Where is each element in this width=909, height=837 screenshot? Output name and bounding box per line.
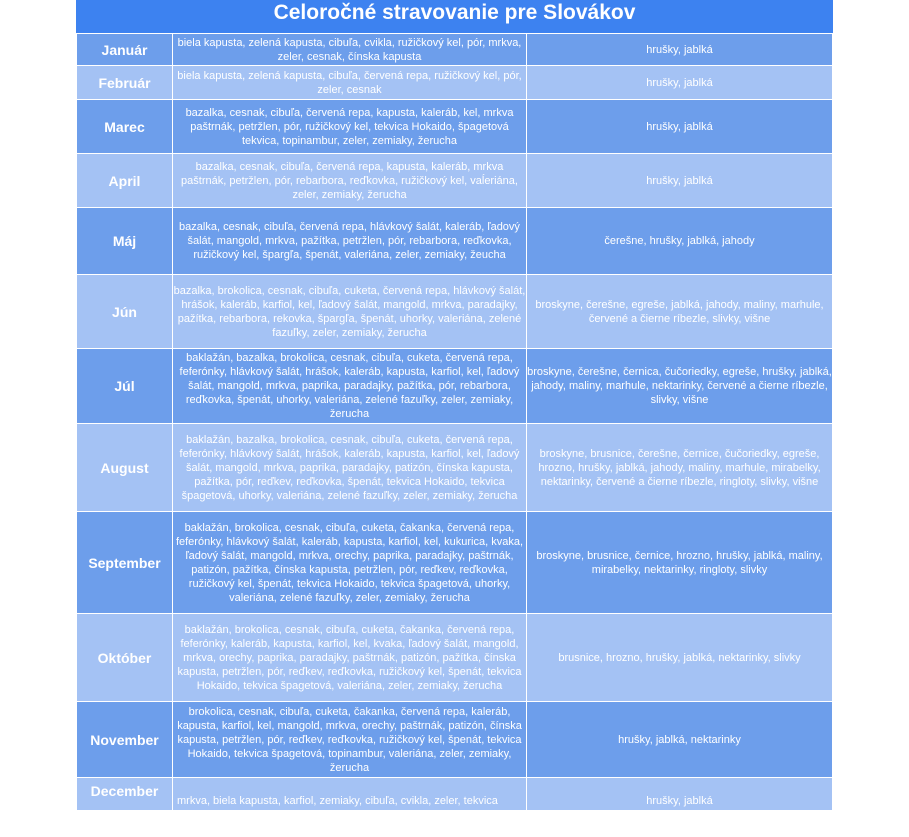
fruit-cell: broskyne, čerešne, černica, čučoriedky, egreše, hrušky, jablká, jahody, maliny, marhule, nektarinky, červené a čierne ríbezle, slivky, višne: [527, 349, 833, 424]
month-cell: Máj: [77, 208, 173, 275]
table-row: [77, 66, 833, 100]
month-cell: Január: [77, 34, 173, 66]
table-row: [77, 34, 833, 66]
vegetables-cell: baklažán, brokolica, cesnak, cibuľa, cuketa, čakanka, červená repa, feferónky, kaleráb, kapusta, karfiol, kel, kvaka, ľadový šalát, mangold, mrkva, orechy, paprika, paradajky, paštrnák, patizón, pažítka, čínska kapusta, petržlen, pór, reďkev, reďkovka, ružičkový kel, špenát, tekvica Hokaido, tekvica špagetová, valeriána, zeler, zemiaky, žerucha: [173, 614, 527, 702]
fruit-cell: hrušky, jablká: [527, 154, 833, 208]
table-row: [77, 208, 833, 275]
vegetables-cell: biela kapusta, zelená kapusta, cibuľa, červená repa, ružičkový kel, pór, zeler, cesnak: [173, 66, 527, 100]
vegetables-cell: baklažán, brokolica, cesnak, cibuľa, cuketa, čakanka, červená repa, feferónky, hlávkový šalát, kaleráb, kapusta, karfiol, kel, kukurica, kvaka, ľadový šalát, mangold, mrkva, orechy, paprika, paradajky, paštrnák, patizón, pažítka, čínska kapusta, petržlen, pór, reďkev, reďkovka, ružičkový kel, špenát, tekvica Hokaido, tekvica špagetová, uhorky, valeriána, zelené fazuľky, zeler, zemiaky, žerucha: [173, 512, 527, 614]
month-cell: Február: [77, 66, 173, 100]
table-row: [77, 702, 833, 778]
month-cell: Október: [77, 614, 173, 702]
month-cell: Júl: [77, 349, 173, 424]
vegetables-cell: baklažán, bazalka, brokolica, cesnak, cibuľa, cuketa, červená repa, feferónky, hlávkový šalát, hrášok, kaleráb, kapusta, karfiol, kel, ľadový šalát, mangold, mrkva, paprika, paradajky, patizón, čínska kapusta, pažítka, pór, reďkev, reďkovka, špenát, tekvica Hokaido, tekvica špagetová, uhorky, valeriána, zelené fazuľky, zeler, zemiaky, žerucha: [173, 424, 527, 512]
table-row: [77, 512, 833, 614]
vegetables-cell: brokolica, cesnak, cibuľa, cuketa, čakanka, červená repa, kaleráb, kapusta, karfiol, kel, mangold, mrkva, orechy, paštrnák, patizón, čínska kapusta, petržlen, pór, reďkev, reďkovka, ružičkový kel, špenát, tekvica Hokaido, tekvica špagetová, topinambur, valeriána, zeler, zemiaky, žerucha: [173, 702, 527, 778]
month-cell: Marec: [77, 100, 173, 154]
table-row: [77, 424, 833, 512]
vegetables-cell: bazalka, brokolica, cesnak, cibuľa, cuketa, červená repa, hlávkový šalát, hrášok, kaleráb, karfiol, kel, ľadový šalát, mangold, mrkva, paradajky, pažítka, rebarbora, rekovka, špargľa, špenát, uhorky, valeriána, zelené fazuľky, zeler, zemiaky, žerucha: [173, 275, 527, 349]
vegetables-cell: baklažán, bazalka, brokolica, cesnak, cibuľa, cuketa, červená repa, feferónky, hlávkový šalát, hrášok, kaleráb, kapusta, karfiol, kel, ľadový šalát, mangold, mrkva, paprika, paradajky, pažítka, pór, rebarbora, reďkovka, špenát, uhorky, valeriána, zelené fazuľky, zeler, zemiaky, žerucha: [173, 349, 527, 424]
month-cell: November: [77, 702, 173, 778]
table-row: [77, 154, 833, 208]
fruit-cell: brusnice, hrozno, hrušky, jablká, nektarinky, slivky: [527, 614, 833, 702]
fruit-cell: hrušky, jablká: [527, 66, 833, 100]
fruit-cell: hrušky, jablká: [527, 100, 833, 154]
vegetables-cell: biela kapusta, zelená kapusta, cibuľa, cvikla, ružičkový kel, pór, mrkva, zeler, cesnak, čínska kapusta: [173, 34, 527, 66]
table-row: [77, 275, 833, 349]
month-cell: August: [77, 424, 173, 512]
fruit-cell: broskyne, brusnice, černice, hrozno, hrušky, jablká, maliny, mirabelky, nektarinky, ringloty, slivky: [527, 512, 833, 614]
seasonal-food-table: [76, 33, 833, 811]
table-row: [77, 349, 833, 424]
fruit-cell: hrušky, jablká, nektarinky: [527, 702, 833, 778]
vegetables-cell: mrkva, biela kapusta, karfiol, zemiaky, cibuľa, cvikla, zeler, tekvica: [173, 778, 527, 811]
month-cell: December: [77, 778, 173, 811]
fruit-cell: hrušky, jablká: [527, 34, 833, 66]
month-cell: Jún: [77, 275, 173, 349]
table-row: [77, 100, 833, 154]
fruit-cell: hrušky, jablká: [527, 778, 833, 811]
fruit-cell: broskyne, brusnice, čerešne, černice, čučoriedky, egreše, hrozno, hrušky, jablká, jahody, maliny, marhule, mirabelky, nektarinky, červené a čierne ríbezle, ringloty, slivky, višne: [527, 424, 833, 512]
page-title: Celoročné stravovanie pre Slovákov: [76, 0, 833, 33]
vegetables-cell: bazalka, cesnak, cibuľa, červená repa, hlávkový šalát, kaleráb, ľadový šalát, mangold, mrkva, pažítka, petržlen, pór, rebarbora, reďkovka, ružičkový kel, špargľa, špenát, valeriána, zeler, zemiaky, žeucha: [173, 208, 527, 275]
table-row: [77, 778, 833, 811]
month-cell: April: [77, 154, 173, 208]
fruit-cell: čerešne, hrušky, jablká, jahody: [527, 208, 833, 275]
vegetables-cell: bazalka, cesnak, cibuľa, červená repa, kapusta, kaleráb, mrkva paštrnák, petržlen, pór, rebarbora, reďkovka, ružičkový kel, vaĺeriána, zeler, zemiaky, žerucha: [173, 154, 527, 208]
fruit-cell: broskyne, čerešne, egreše, jablká, jahody, maliny, marhule, červené a čierne ríbezle, slivky, višne: [527, 275, 833, 349]
calendar-sheet: [76, 0, 833, 811]
month-cell: September: [77, 512, 173, 614]
table-row: [77, 614, 833, 702]
vegetables-cell: bazalka, cesnak, cibuľa, červená repa, kapusta, kaleráb, kel, mrkva paštrnák, petržlen, pór, ružičkový kel, tekvica Hokaido, špagetová tekvica, topinambur, zeler, zemiaky, žerucha: [173, 100, 527, 154]
